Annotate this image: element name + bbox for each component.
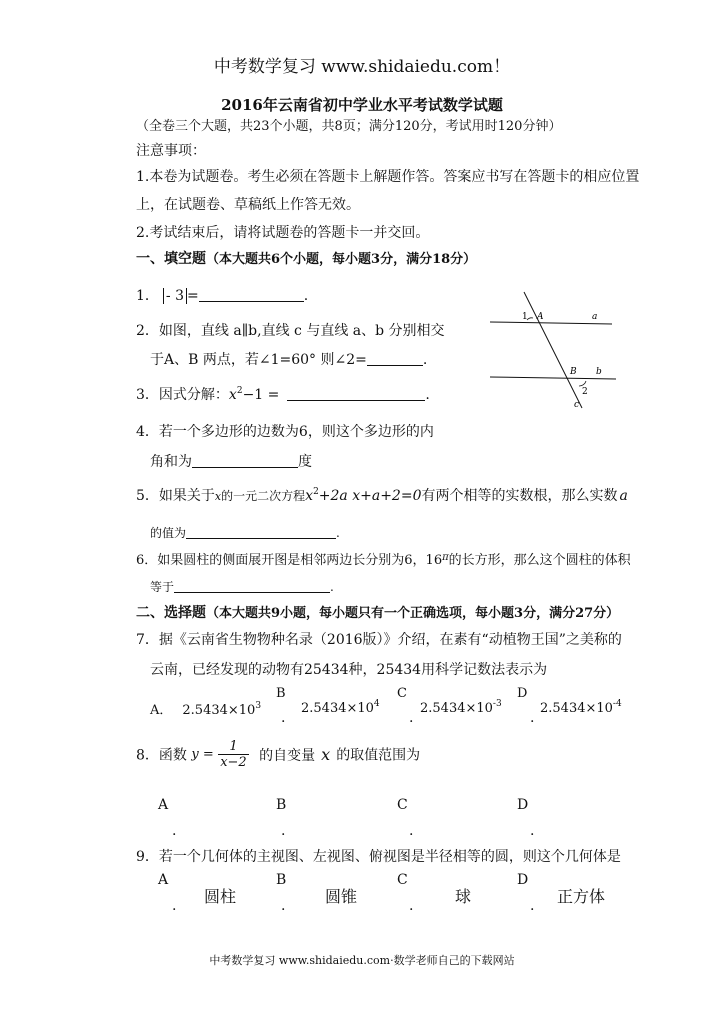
q1-absolute-value: - 3: [163, 288, 187, 304]
q2-end: .: [422, 352, 428, 368]
notice-item-1-line-1: 1.本卷为试题卷。考生必须在答题卡上解题作答。答案应书写在答题卡的相应位置: [136, 169, 640, 185]
q3-answer-blank[interactable]: [287, 386, 425, 401]
q2-line-2: [150, 349, 427, 369]
q1-equals: =: [187, 288, 199, 304]
q7-option-a-label: A．: [150, 703, 173, 718]
section-1-heading: [136, 248, 476, 268]
q9-option-c-text: 球: [455, 887, 472, 906]
q8-option-b[interactable]: B: [276, 797, 287, 813]
q3-rest: −1 =: [242, 387, 280, 403]
q8-option-a-dot: .: [172, 823, 177, 839]
q7-option-c[interactable]: [420, 699, 502, 716]
notice-heading: 注意事项：: [136, 143, 206, 159]
q7-option-b-exp: 4: [373, 699, 380, 709]
q7-line-1: 7．据《云南省生物物种名录（2016版）》介绍，在素有“动植物王国”之美称的: [136, 632, 622, 648]
q7-option-b[interactable]: [301, 699, 380, 716]
q8-part-2: 的自变量: [259, 747, 316, 764]
q9-option-c-label[interactable]: C: [397, 872, 408, 888]
q8-option-b-dot: .: [281, 823, 286, 839]
line-b: [490, 377, 616, 379]
q6-end: .: [330, 580, 334, 594]
q5-eq-rest: +2a x+a+2=0: [318, 488, 422, 504]
q1-end: .: [303, 288, 309, 304]
q8-part-3: 的取值范围为: [336, 747, 421, 764]
q5-var-x: x: [214, 490, 222, 503]
line-a: [490, 322, 612, 324]
q7-option-d-exp: -4: [612, 699, 622, 709]
q4-end: 度: [298, 454, 312, 470]
figure-label-c: c: [574, 400, 580, 410]
angle-2-arc: [579, 381, 586, 386]
q8-option-d-dot: .: [530, 823, 535, 839]
q8-denominator: x−2: [220, 755, 247, 770]
q4-answer-blank[interactable]: [192, 453, 298, 468]
q9-option-b-label[interactable]: B: [276, 872, 287, 888]
figure-label-b: b: [596, 367, 602, 377]
q7-option-d-label[interactable]: D: [517, 686, 528, 701]
parallel-lines-figure: [490, 288, 620, 414]
q3-exponent: 2: [236, 386, 243, 396]
q9-option-c-dot: .: [409, 898, 414, 914]
q5-part-3: 有两个相等的实数根，那么实数: [421, 488, 618, 504]
q5-text: 的值为: [150, 526, 187, 540]
q9-option-d-dot: .: [530, 898, 535, 914]
q2-text: 于A、B 两点，若∠1=60° 则∠2=: [150, 352, 367, 368]
figure-label-1: 1: [522, 312, 528, 322]
q9-option-d-label[interactable]: D: [517, 872, 529, 888]
q9-option-a-dot: .: [172, 898, 177, 914]
q5-line-1: [136, 485, 628, 505]
q9-option-b-text: 圆锥: [325, 887, 358, 906]
q8-option-c-dot: .: [409, 823, 414, 839]
q7-option-b-label[interactable]: B: [276, 686, 286, 701]
q7-option-a[interactable]: [150, 699, 261, 718]
figure-label-A: A: [537, 312, 544, 322]
q7-option-d[interactable]: [540, 699, 622, 716]
q5-line-2: [150, 524, 340, 541]
q8-option-a[interactable]: A: [158, 797, 169, 813]
exam-subtitle: （全卷三个大题，共23个小题，共8页；满分120分，考试用时120分钟）: [136, 119, 562, 134]
q5-part-2: 的一元二次方程: [221, 489, 306, 503]
q7-option-c-dot: .: [409, 710, 414, 726]
notice-item-1-line-2: 上，在试题卷、草稿纸上作答无效。: [136, 197, 360, 213]
q8-x: x: [321, 745, 331, 764]
q3-end: .: [425, 387, 430, 403]
q6-text: 等于: [150, 580, 175, 594]
q9-option-a-text: 圆柱: [204, 887, 237, 906]
q8-fraction: [218, 739, 249, 770]
q2-line-1: 2．如图，直线 a∥b,直线 c 与直线 a、b 分别相交: [136, 323, 445, 339]
notice-item-2: 2.考试结束后，请将试题卷的答题卡一并交回。: [136, 225, 430, 241]
q7-option-c-exp: -3: [492, 699, 502, 709]
q7-option-a-base: 2.5434×10: [182, 703, 256, 718]
q7-line-2: 云南，已经发现的动物有25434种，25434用科学记数法表示为: [150, 662, 548, 678]
q2-answer-blank[interactable]: [367, 351, 423, 366]
q7-option-d-dot: .: [530, 710, 535, 726]
q6-pi: π: [442, 552, 449, 563]
q9-option-a-label[interactable]: A: [158, 872, 169, 888]
q1-number: 1．: [136, 288, 159, 304]
q6-line-1: [136, 549, 631, 568]
q3-text: 3．因式分解：: [136, 387, 229, 403]
q7-option-a-exp: 3: [255, 701, 262, 711]
q6-text-a: 6．如果圆柱的侧面展开图是相邻两边长分别为6，16: [136, 553, 443, 568]
section-1-note: （本大题共6个小题，每小题3分，满分18分）: [206, 252, 477, 267]
section-1-title: 一、填空题: [136, 251, 206, 267]
section-2-heading: [136, 602, 619, 622]
q5-answer-blank[interactable]: [186, 524, 336, 539]
section-2-title: 二、选择题: [136, 605, 206, 621]
page-footer: 中考数学复习 www.shidaiedu.com·数学老师自己的下载网站: [209, 954, 515, 967]
figure-label-B: B: [570, 367, 577, 377]
section-2-note: （本大题共9小题，每小题只有一个正确选项，每小题3分，满分27分）: [206, 606, 620, 621]
q3-x: x: [228, 387, 237, 403]
q5-eq-exponent: 2: [313, 487, 319, 497]
q9-option-b-dot: .: [281, 898, 286, 914]
q8-y-eq: y =: [191, 747, 214, 762]
q4-line-1: 4．若一个多边形的边数为6，则这个多边形的内: [136, 424, 434, 440]
q8-option-d[interactable]: D: [517, 797, 529, 813]
q7-option-b-base: 2.5434×10: [301, 701, 374, 716]
q9-line-1: 9．若一个几何体的主视图、左视图、俯视图是半径相等的圆，则这个几何体是: [136, 849, 621, 865]
q5-part-1: 5．如果关于: [136, 488, 215, 504]
q6-answer-blank[interactable]: [174, 578, 330, 593]
exam-title: 2016年云南省初中学业水平考试数学试题: [221, 96, 503, 114]
q5-eq-x: x: [305, 488, 314, 504]
question-3: [136, 384, 430, 404]
q8-option-c[interactable]: C: [397, 797, 408, 813]
q7-option-b-dot: .: [281, 710, 286, 726]
question-8: [136, 739, 420, 770]
q6-text-b: 的长方形，那么这个圆柱的体积: [448, 553, 631, 568]
q7-option-d-base: 2.5434×10: [540, 701, 613, 716]
question-1: [136, 285, 308, 305]
q4-line-2: [150, 451, 312, 471]
angle-1-arc: [527, 318, 533, 320]
figure-label-a: a: [592, 312, 598, 322]
line-c: [524, 292, 582, 408]
site-header: 中考数学复习 www.shidaiedu.com！: [213, 57, 511, 77]
q5-var-a: a: [619, 488, 628, 504]
q8-part-1: 8．函数: [136, 747, 187, 764]
figure-label-2: 2: [582, 387, 588, 397]
q7-option-c-base: 2.5434×10: [420, 701, 493, 716]
q1-answer-blank[interactable]: [199, 287, 304, 302]
q6-line-2: [150, 578, 334, 595]
q9-option-d-text: 正方体: [557, 887, 606, 906]
q7-option-c-label[interactable]: C: [397, 686, 407, 701]
q8-numerator: 1: [218, 739, 249, 755]
q5-end: .: [336, 526, 340, 540]
q4-text: 角和为: [150, 454, 192, 470]
